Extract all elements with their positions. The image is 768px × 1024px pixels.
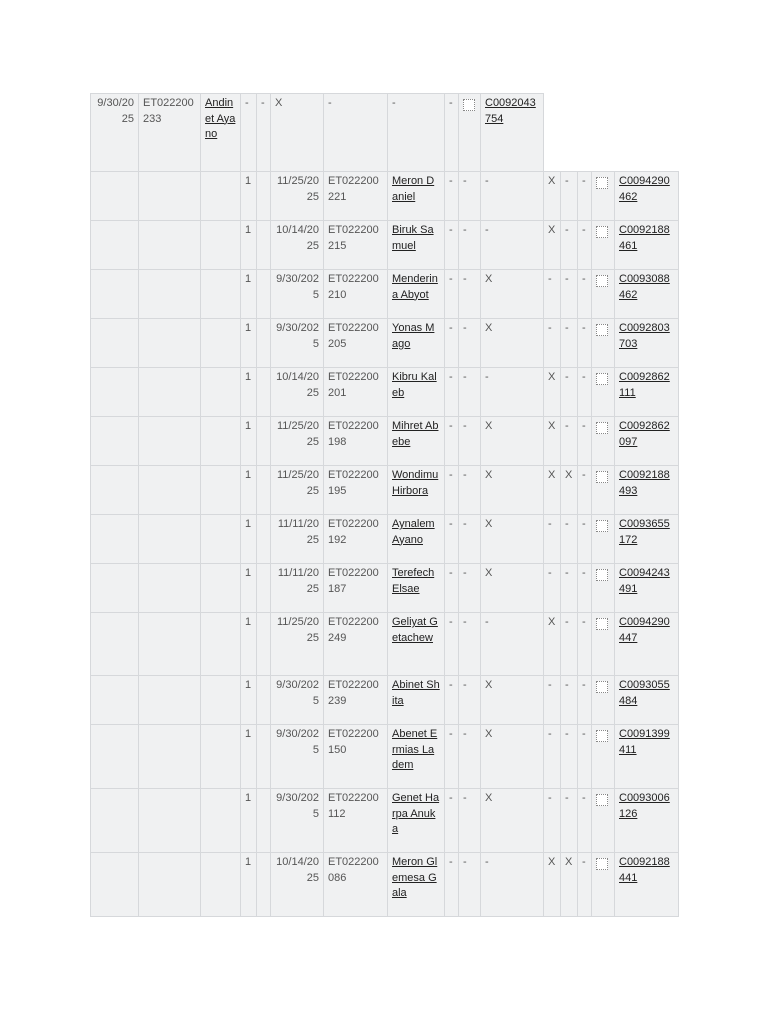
flag-6-cell: - — [577, 788, 592, 853]
code-link[interactable]: C0092188461 — [619, 224, 670, 252]
empty-col-5 — [256, 367, 271, 417]
checkbox-cell — [591, 220, 615, 270]
qty-cell: 1 — [240, 416, 257, 466]
code-cell — [614, 612, 679, 676]
flag-3-cell: X — [480, 788, 544, 853]
name-cell — [387, 269, 445, 319]
name-cell — [387, 514, 445, 564]
qty-cell: 1 — [240, 318, 257, 368]
code-link[interactable]: C0093006126 — [619, 792, 670, 820]
code-link[interactable]: C0093655172 — [619, 518, 670, 546]
code-cell — [614, 514, 679, 564]
flag-6-cell: - — [577, 612, 592, 676]
flag-5-cell: - — [560, 220, 578, 270]
id-cell: ET022200192 — [323, 514, 388, 564]
checkbox-icon[interactable] — [596, 520, 608, 532]
top-row-c5: - — [387, 93, 445, 172]
top-row-name-link[interactable]: Andinet Ayano — [205, 97, 236, 140]
flag-2-cell: - — [458, 788, 481, 853]
name-link[interactable]: Biruk Samuel — [392, 224, 434, 252]
checkbox-cell — [591, 563, 615, 613]
flag-3-cell: X — [480, 465, 544, 515]
checkbox-icon[interactable] — [596, 324, 608, 336]
empty-col-1 — [90, 788, 139, 853]
flag-3-cell: - — [480, 612, 544, 676]
flag-2-cell: - — [458, 367, 481, 417]
name-cell — [387, 612, 445, 676]
flag-6-cell: - — [577, 367, 592, 417]
code-cell — [614, 852, 679, 917]
checkbox-cell — [591, 171, 615, 221]
flag-5-cell: - — [560, 788, 578, 853]
flag-3-cell: - — [480, 220, 544, 270]
flag-2-cell: - — [458, 220, 481, 270]
empty-col-2 — [138, 675, 201, 725]
checkbox-cell — [591, 367, 615, 417]
code-cell — [614, 675, 679, 725]
date-cell: 9/30/2025 — [270, 724, 324, 789]
flag-5-cell: - — [560, 171, 578, 221]
empty-col-5 — [256, 612, 271, 676]
flag-4-cell: - — [543, 318, 561, 368]
code-cell — [614, 367, 679, 417]
flag-1-cell: - — [444, 788, 459, 853]
empty-col-1 — [90, 318, 139, 368]
flag-3-cell: - — [480, 852, 544, 917]
records-table — [90, 93, 679, 915]
empty-col-2 — [138, 465, 201, 515]
flag-6-cell: - — [577, 514, 592, 564]
empty-col-1 — [90, 675, 139, 725]
flag-5-cell: X — [560, 852, 578, 917]
checkbox-cell — [591, 318, 615, 368]
flag-4-cell: X — [543, 171, 561, 221]
empty-col-5 — [256, 465, 271, 515]
checkbox-icon[interactable] — [596, 618, 608, 630]
flag-6-cell: - — [577, 675, 592, 725]
empty-col-1 — [90, 171, 139, 221]
qty-cell: 1 — [240, 220, 257, 270]
empty-col-2 — [138, 269, 201, 319]
flag-3-cell: X — [480, 675, 544, 725]
checkbox-cell — [591, 514, 615, 564]
qty-cell: 1 — [240, 612, 257, 676]
top-row-name-cell — [200, 93, 241, 172]
id-cell: ET022200086 — [323, 852, 388, 917]
empty-col-3 — [200, 612, 241, 676]
name-cell — [387, 465, 445, 515]
checkbox-cell — [591, 416, 615, 466]
flag-6-cell: - — [577, 171, 592, 221]
top-row-c2: - — [256, 93, 271, 172]
flag-2-cell: - — [458, 465, 481, 515]
empty-col-5 — [256, 269, 271, 319]
empty-col-2 — [138, 612, 201, 676]
top-row-c6: - — [444, 93, 459, 172]
flag-5-cell: - — [560, 318, 578, 368]
flag-3-cell: X — [480, 724, 544, 789]
name-link[interactable]: Abenet Ermias Ladem — [392, 728, 438, 771]
id-cell: ET022200239 — [323, 675, 388, 725]
checkbox-icon[interactable] — [463, 99, 475, 111]
empty-col-3 — [200, 563, 241, 613]
id-cell: ET022200221 — [323, 171, 388, 221]
qty-cell: 1 — [240, 171, 257, 221]
code-cell — [614, 269, 679, 319]
empty-col-2 — [138, 788, 201, 853]
flag-2-cell: - — [458, 724, 481, 789]
flag-4-cell: X — [543, 852, 561, 917]
code-cell — [614, 220, 679, 270]
name-cell — [387, 724, 445, 789]
empty-col-3 — [200, 465, 241, 515]
flag-5-cell: X — [560, 465, 578, 515]
empty-col-3 — [200, 171, 241, 221]
checkbox-icon[interactable] — [596, 794, 608, 806]
name-link[interactable]: Geliyat Getachew — [392, 616, 438, 644]
empty-col-1 — [90, 563, 139, 613]
flag-2-cell: - — [458, 171, 481, 221]
date-cell: 11/25/2025 — [270, 612, 324, 676]
flag-1-cell: - — [444, 269, 459, 319]
checkbox-icon[interactable] — [596, 226, 608, 238]
empty-col-2 — [138, 563, 201, 613]
flag-4-cell: - — [543, 724, 561, 789]
empty-col-3 — [200, 269, 241, 319]
name-link[interactable]: Wondimu Hirbora — [392, 469, 439, 497]
id-cell: ET022200150 — [323, 724, 388, 789]
flag-3-cell: X — [480, 563, 544, 613]
flag-3-cell: - — [480, 367, 544, 417]
flag-3-cell: X — [480, 269, 544, 319]
flag-5-cell: - — [560, 675, 578, 725]
empty-col-5 — [256, 675, 271, 725]
empty-col-1 — [90, 367, 139, 417]
flag-5-cell: - — [560, 514, 578, 564]
empty-col-3 — [200, 220, 241, 270]
checkbox-icon[interactable] — [596, 858, 608, 870]
code-cell — [614, 171, 679, 221]
date-cell: 11/25/2025 — [270, 465, 324, 515]
empty-col-1 — [90, 514, 139, 564]
empty-col-2 — [138, 171, 201, 221]
name-link[interactable]: Mihret Abebe — [392, 420, 439, 448]
qty-cell: 1 — [240, 367, 257, 417]
flag-3-cell: X — [480, 318, 544, 368]
code-link[interactable]: C0092862111 — [619, 371, 670, 399]
empty-col-5 — [256, 852, 271, 917]
qty-cell: 1 — [240, 675, 257, 725]
qty-cell: 1 — [240, 514, 257, 564]
flag-3-cell: X — [480, 416, 544, 466]
code-cell — [614, 724, 679, 789]
name-cell — [387, 416, 445, 466]
id-cell: ET022200205 — [323, 318, 388, 368]
flag-4-cell: - — [543, 563, 561, 613]
empty-col-5 — [256, 514, 271, 564]
code-link[interactable]: C0092188493 — [619, 469, 670, 497]
empty-col-1 — [90, 416, 139, 466]
flag-5-cell: - — [560, 416, 578, 466]
empty-col-1 — [90, 724, 139, 789]
name-link[interactable]: Meron Daniel — [392, 175, 435, 203]
code-cell — [614, 788, 679, 853]
date-cell: 10/14/2025 — [270, 220, 324, 270]
flag-5-cell: - — [560, 367, 578, 417]
checkbox-cell — [591, 612, 615, 676]
date-cell: 11/25/2025 — [270, 416, 324, 466]
flag-3-cell: - — [480, 171, 544, 221]
date-cell: 9/30/2025 — [270, 269, 324, 319]
empty-col-1 — [90, 852, 139, 917]
flag-5-cell: - — [560, 269, 578, 319]
flag-2-cell: - — [458, 563, 481, 613]
checkbox-icon[interactable] — [596, 422, 608, 434]
date-cell: 9/30/2025 — [270, 318, 324, 368]
empty-col-5 — [256, 788, 271, 853]
checkbox-icon[interactable] — [596, 275, 608, 287]
empty-col-5 — [256, 171, 271, 221]
checkbox-cell — [591, 788, 615, 853]
code-link[interactable]: C0092862097 — [619, 420, 670, 448]
id-cell: ET022200198 — [323, 416, 388, 466]
flag-6-cell: - — [577, 220, 592, 270]
date-cell: 11/11/2025 — [270, 514, 324, 564]
name-cell — [387, 220, 445, 270]
name-link[interactable]: Abinet Shita — [392, 679, 440, 707]
flag-6-cell: - — [577, 852, 592, 917]
flag-2-cell: - — [458, 612, 481, 676]
code-link[interactable]: C0094290447 — [619, 616, 670, 644]
qty-cell: 1 — [240, 269, 257, 319]
code-cell — [614, 465, 679, 515]
checkbox-icon[interactable] — [596, 373, 608, 385]
flag-2-cell: - — [458, 514, 481, 564]
id-cell: ET022200112 — [323, 788, 388, 853]
empty-col-1 — [90, 269, 139, 319]
top-row-code-link[interactable]: C0092043754 — [485, 97, 536, 125]
code-link[interactable]: C0094290462 — [619, 175, 670, 203]
name-cell — [387, 563, 445, 613]
flag-2-cell: - — [458, 852, 481, 917]
flag-1-cell: - — [444, 563, 459, 613]
empty-col-2 — [138, 724, 201, 789]
flag-1-cell: - — [444, 612, 459, 676]
top-row-c1: - — [240, 93, 257, 172]
code-link[interactable]: C0092803703 — [619, 322, 670, 350]
empty-col-2 — [138, 367, 201, 417]
flag-1-cell: - — [444, 465, 459, 515]
top-row-c3: X — [270, 93, 324, 172]
name-link[interactable]: Yonas Mago — [392, 322, 435, 350]
checkbox-icon[interactable] — [596, 681, 608, 693]
date-cell: 10/14/2025 — [270, 367, 324, 417]
code-cell — [614, 563, 679, 613]
flag-4-cell: X — [543, 367, 561, 417]
checkbox-cell — [591, 269, 615, 319]
top-row-c4: - — [323, 93, 388, 172]
code-cell — [614, 416, 679, 466]
code-link[interactable]: C0093088462 — [619, 273, 670, 301]
qty-cell: 1 — [240, 724, 257, 789]
empty-col-5 — [256, 724, 271, 789]
flag-4-cell: X — [543, 612, 561, 676]
flag-4-cell: - — [543, 675, 561, 725]
flag-6-cell: - — [577, 318, 592, 368]
empty-col-5 — [256, 220, 271, 270]
flag-5-cell: - — [560, 563, 578, 613]
flag-6-cell: - — [577, 724, 592, 789]
flag-4-cell: - — [543, 788, 561, 853]
top-row-date: 9/30/2025 — [90, 93, 139, 172]
flag-6-cell: - — [577, 269, 592, 319]
flag-4-cell: X — [543, 416, 561, 466]
name-link[interactable]: Menderina Abyot — [392, 273, 438, 301]
empty-col-3 — [200, 367, 241, 417]
flag-2-cell: - — [458, 416, 481, 466]
flag-6-cell: - — [577, 465, 592, 515]
empty-col-3 — [200, 788, 241, 853]
top-row-id: ET022200233 — [138, 93, 201, 172]
id-cell: ET022200187 — [323, 563, 388, 613]
id-cell: ET022200215 — [323, 220, 388, 270]
name-cell — [387, 318, 445, 368]
flag-4-cell: X — [543, 465, 561, 515]
empty-col-5 — [256, 318, 271, 368]
flag-2-cell: - — [458, 675, 481, 725]
checkbox-icon[interactable] — [596, 471, 608, 483]
qty-cell: 1 — [240, 852, 257, 917]
code-link[interactable]: C0094243491 — [619, 567, 670, 595]
flag-5-cell: - — [560, 724, 578, 789]
name-cell — [387, 171, 445, 221]
name-link[interactable]: Kibru Kaleb — [392, 371, 437, 399]
flag-1-cell: - — [444, 318, 459, 368]
flag-1-cell: - — [444, 852, 459, 917]
flag-1-cell: - — [444, 367, 459, 417]
code-link[interactable]: C0091399411 — [619, 728, 670, 756]
checkbox-icon[interactable] — [596, 730, 608, 742]
flag-1-cell: - — [444, 416, 459, 466]
flag-1-cell: - — [444, 724, 459, 789]
checkbox-icon[interactable] — [596, 569, 608, 581]
qty-cell: 1 — [240, 788, 257, 853]
id-cell: ET022200249 — [323, 612, 388, 676]
name-link[interactable]: Aynalem Ayano — [392, 518, 435, 546]
top-row-checkbox-cell — [458, 93, 481, 172]
empty-col-1 — [90, 465, 139, 515]
flag-4-cell: X — [543, 220, 561, 270]
empty-col-2 — [138, 514, 201, 564]
flag-5-cell: - — [560, 612, 578, 676]
checkbox-cell — [591, 465, 615, 515]
flag-1-cell: - — [444, 220, 459, 270]
name-link[interactable]: Meron Glemesa Gala — [392, 856, 438, 899]
name-link[interactable]: Terefech Elsae — [392, 567, 435, 595]
flag-4-cell: - — [543, 514, 561, 564]
flag-1-cell: - — [444, 675, 459, 725]
empty-col-3 — [200, 852, 241, 917]
id-cell: ET022200210 — [323, 269, 388, 319]
id-cell: ET022200195 — [323, 465, 388, 515]
date-cell: 11/25/2025 — [270, 171, 324, 221]
empty-col-5 — [256, 416, 271, 466]
date-cell: 9/30/2025 — [270, 675, 324, 725]
checkbox-cell — [591, 675, 615, 725]
name-link[interactable]: Genet Harpa Anuka — [392, 792, 440, 835]
flag-2-cell: - — [458, 318, 481, 368]
empty-col-5 — [256, 563, 271, 613]
empty-col-2 — [138, 852, 201, 917]
empty-col-2 — [138, 318, 201, 368]
date-cell: 9/30/2025 — [270, 788, 324, 853]
id-cell: ET022200201 — [323, 367, 388, 417]
date-cell: 10/14/2025 — [270, 852, 324, 917]
empty-col-3 — [200, 675, 241, 725]
flag-3-cell: X — [480, 514, 544, 564]
checkbox-cell — [591, 724, 615, 789]
checkbox-icon[interactable] — [596, 177, 608, 189]
code-link[interactable]: C0093055484 — [619, 679, 670, 707]
name-cell — [387, 788, 445, 853]
flag-2-cell: - — [458, 269, 481, 319]
empty-col-1 — [90, 612, 139, 676]
empty-col-3 — [200, 724, 241, 789]
flag-1-cell: - — [444, 514, 459, 564]
code-cell — [614, 318, 679, 368]
code-link[interactable]: C0092188441 — [619, 856, 670, 884]
qty-cell: 1 — [240, 465, 257, 515]
flag-6-cell: - — [577, 416, 592, 466]
empty-col-2 — [138, 220, 201, 270]
flag-4-cell: - — [543, 269, 561, 319]
empty-col-3 — [200, 318, 241, 368]
name-cell — [387, 675, 445, 725]
empty-col-3 — [200, 514, 241, 564]
top-row-code-cell — [480, 93, 544, 172]
empty-col-2 — [138, 416, 201, 466]
checkbox-cell — [591, 852, 615, 917]
date-cell: 11/11/2025 — [270, 563, 324, 613]
flag-1-cell: - — [444, 171, 459, 221]
empty-col-3 — [200, 416, 241, 466]
empty-col-1 — [90, 220, 139, 270]
name-cell — [387, 367, 445, 417]
flag-6-cell: - — [577, 563, 592, 613]
qty-cell: 1 — [240, 563, 257, 613]
name-cell — [387, 852, 445, 917]
